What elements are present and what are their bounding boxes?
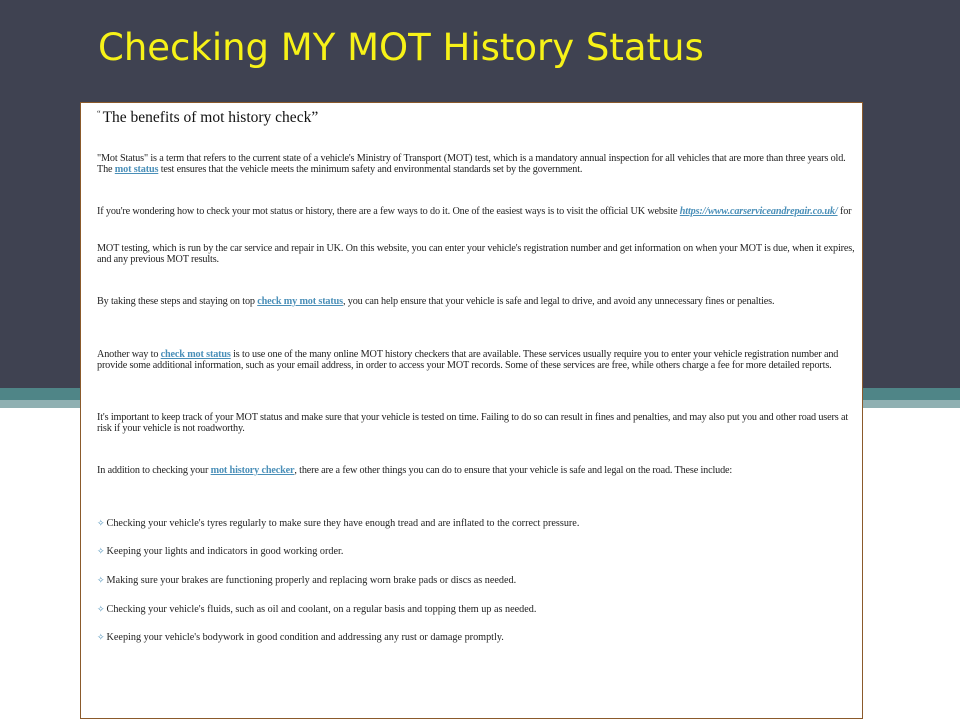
- paragraph-mot-testing: MOT testing, which is run by the car service and repair in UK. On this website, you can enter your vehicle's registration number and get information on when your MOT is due, when it expires, and any previous MOT results.: [97, 243, 855, 265]
- list-item: ✧ Checking your vehicle's tyres regularly to make sure they have enough tread and are inflated to the correct pressure.: [97, 518, 580, 529]
- bullet-icon: ✧: [97, 632, 105, 642]
- paragraph-other-things: In addition to checking your mot history checker, there are a few other things you can do to ensure that your vehicle is safe and legal on the road. These include:: [97, 465, 733, 476]
- link-check-my-mot-status[interactable]: check my mot status: [257, 296, 343, 307]
- section-heading: “ The benefits of mot history check”: [97, 109, 319, 126]
- paragraph-staying-on-top: By taking these steps and staying on top check my mot status, you can help ensure that your vehicle is safe and legal to drive, and avoid any unnecessary fines or penalties.: [97, 296, 775, 307]
- list-item: ✧ Checking your vehicle's fluids, such as oil and coolant, on a regular basis and topping them up as needed.: [97, 604, 537, 615]
- bullet-icon: ✧: [97, 518, 105, 528]
- page-title: Checking MY MOT History Status: [98, 26, 704, 69]
- list-item: ✧ Keeping your vehicle's bodywork in good condition and addressing any rust or damage promptly.: [97, 632, 504, 643]
- list-item: ✧ Making sure your brakes are functioning properly and replacing worn brake pads or discs as needed.: [97, 575, 517, 586]
- paragraph-keep-track: It's important to keep track of your MOT status and make sure that your vehicle is tested on time. Failing to do so can result in fines and penalties, and may also put you and other road users at risk if your vehicle is not roadworthy.: [97, 412, 848, 434]
- paragraph-online-checkers: Another way to check mot status is to use one of the many online MOT history checkers that are available. These services usually require you to enter your vehicle registration number and provide some additional information, such as your email address, in order to access your MOT records. Some of these services are free, while others charge a fee for more detailed reports.: [97, 349, 839, 371]
- bullet-icon: ✧: [97, 575, 105, 585]
- link-mot-status[interactable]: mot status: [114, 164, 159, 175]
- bullet-icon: ✧: [97, 546, 105, 556]
- link-website[interactable]: https://www.carserviceandrepair.co.uk/: [679, 206, 838, 217]
- link-check-mot-status[interactable]: check mot status: [160, 349, 231, 360]
- paragraph-mot-status: "Mot Status" is a term that refers to the current state of a vehicle's Ministry of Transport (MOT) test, which is a mandatory annual inspection for all vehicles that are more than three years old. The mot status test ensures that the vehicle meets the minimum safety and environmental standards set by the government.: [97, 153, 846, 175]
- content-panel: [80, 102, 863, 719]
- opening-quote: “: [97, 109, 101, 118]
- list-item: ✧ Keeping your lights and indicators in good working order.: [97, 546, 344, 557]
- paragraph-how-to-check: If you're wondering how to check your mot status or history, there are a few ways to do it. One of the easiest ways is to visit the official UK website https://www.carserviceandrepair.co.uk/ for: [97, 206, 852, 217]
- bullet-icon: ✧: [97, 604, 105, 614]
- decorative-lines: [862, 412, 942, 432]
- link-mot-history-checker[interactable]: mot history checker: [210, 465, 295, 476]
